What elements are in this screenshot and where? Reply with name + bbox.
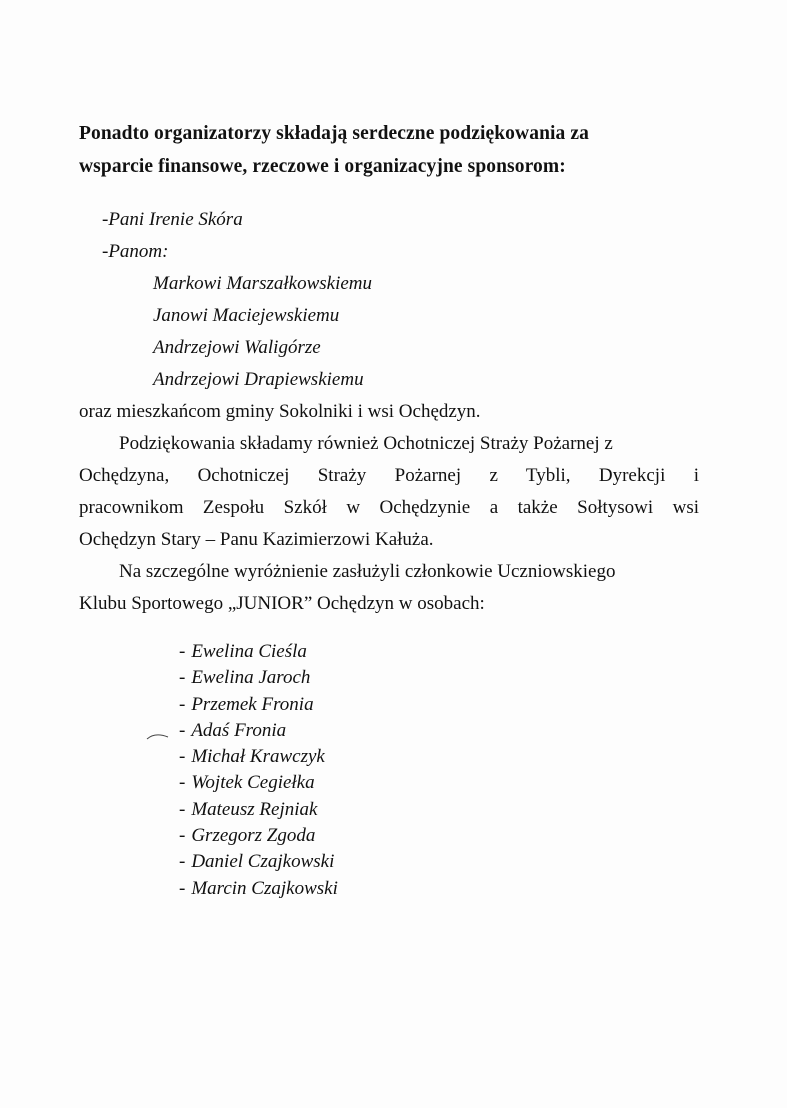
member-name: Ewelina Jaroch xyxy=(191,667,311,689)
thanks-line: pracownikom Zespołu Szkół w Ochędzynie a także Sołtysowi wsi xyxy=(79,497,699,518)
member-name: Daniel Czajkowski xyxy=(191,851,335,873)
list-item xyxy=(179,692,338,718)
document-heading xyxy=(79,117,719,183)
member-name: Michał Krawczyk xyxy=(191,746,325,768)
heading-line-1: Ponadto organizatorzy składają serdeczne podziękowania za xyxy=(79,123,589,144)
member-name: Mateusz Rejniak xyxy=(191,798,318,820)
member-name: Grzegorz Zgoda xyxy=(191,825,316,847)
member-name: Marcin Czajkowski xyxy=(191,877,338,899)
member-name: Przemek Fronia xyxy=(191,693,314,715)
bullet-dash: - xyxy=(179,746,186,768)
member-name: Wojtek Cegiełka xyxy=(191,772,315,794)
bullet-dash: - xyxy=(179,667,186,689)
pen-mark-icon xyxy=(146,731,170,741)
bullet-dash: - xyxy=(179,693,186,715)
sponsor-name: Janowi Maciejewskiemu xyxy=(153,305,340,326)
bullet-dash: - xyxy=(179,641,186,662)
list-item xyxy=(179,876,338,902)
list-item xyxy=(179,797,338,823)
list-item xyxy=(179,770,338,796)
sponsor-name: Markowi Marszałkowskiemu xyxy=(153,273,373,294)
thanks-line: Ochędzyna, Ochotniczej Straży Pożarnej z Tybli, Dyrekcji i xyxy=(79,465,699,486)
bullet-dash: - xyxy=(179,772,186,794)
list-item xyxy=(179,744,338,770)
list-item xyxy=(179,849,338,875)
bullet-dash: - xyxy=(179,798,186,820)
sponsor-panom-label: -Panom: xyxy=(102,241,169,262)
list-item xyxy=(179,718,338,744)
list-item xyxy=(179,639,338,665)
members-list xyxy=(179,639,338,902)
bullet-dash: - xyxy=(179,719,186,741)
distinction-line: Klubu Sportowego „JUNIOR” Ochędzyn w osobach: xyxy=(79,593,485,614)
thanks-line: Podziękowania składamy również Ochotniczej Straży Pożarnej z xyxy=(119,433,613,454)
body-text xyxy=(79,396,699,620)
list-item xyxy=(179,665,338,691)
sponsor-pani: -Pani Irenie Skóra xyxy=(102,209,243,230)
sponsor-name: Andrzejowi Drapiewskiemu xyxy=(153,369,364,390)
residents-line: oraz mieszkańcom gminy Sokolniki i wsi Ochędzyn. xyxy=(79,401,481,422)
thanks-line: Ochędzyn Stary – Panu Kazimierzowi Kałuża. xyxy=(79,529,434,550)
sponsor-name: Andrzejowi Waligórze xyxy=(153,337,321,358)
sponsors-list xyxy=(0,204,787,396)
distinction-line: Na szczególne wyróżnienie zasłużyli członkowie Uczniowskiego xyxy=(119,561,616,582)
heading-line-2: wsparcie finansowe, rzeczowe i organizacyjne sponsorom: xyxy=(79,156,566,177)
member-name: Adaś Fronia xyxy=(191,719,287,741)
bullet-dash: - xyxy=(179,825,186,847)
member-name: Ewelina Cieśla xyxy=(191,641,307,662)
bullet-dash: - xyxy=(179,877,186,899)
list-item xyxy=(179,823,338,849)
bullet-dash: - xyxy=(179,851,186,873)
